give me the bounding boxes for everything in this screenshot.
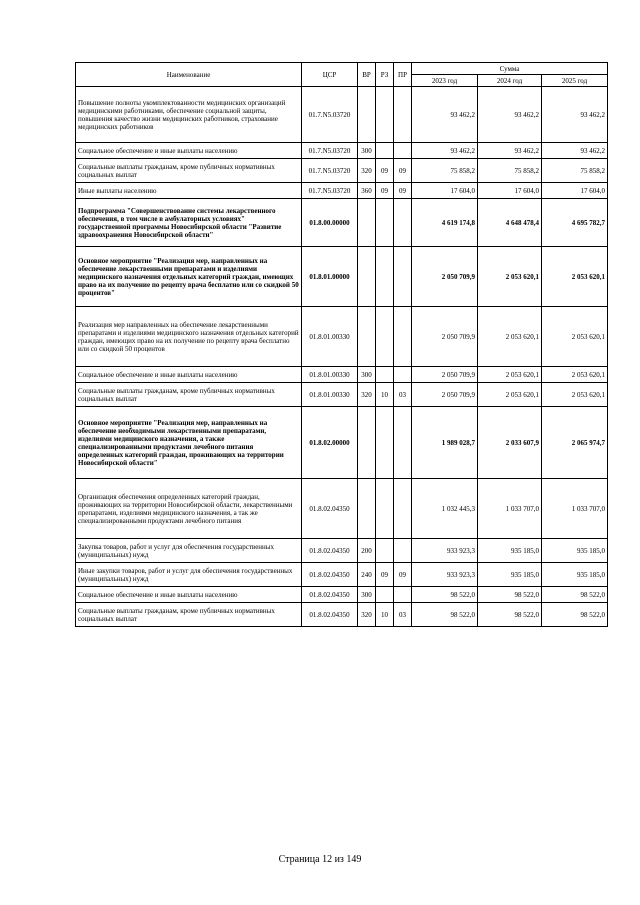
table-row — [76, 407, 608, 479]
row-csr: 01.8.01.00330 — [302, 383, 358, 407]
row-vr — [358, 407, 376, 479]
row-csr: 01.7.N5.03720 — [302, 143, 358, 159]
row-value-2024: 2 033 607,9 — [478, 407, 542, 479]
row-csr: 01.8.00.00000 — [302, 199, 358, 247]
header-year-2023: 2023 год — [412, 75, 478, 87]
header-year-2025: 2025 год — [542, 75, 608, 87]
row-rz: 09 — [376, 563, 394, 587]
row-pr — [394, 247, 412, 307]
row-value-2024: 935 185,0 — [478, 563, 542, 587]
table-row — [76, 307, 608, 367]
row-name: Повышение полноты укомплектованности медицинских организаций медицинскими работниками, обеспечение социальной защиты, повышения качество жизни медицинских работников, страхование медицинских работников — [76, 87, 302, 143]
row-name: Социальные выплаты гражданам, кроме публичных нормативных социальных выплат — [76, 159, 302, 183]
row-value-2025: 17 604,0 — [542, 183, 608, 199]
row-vr — [358, 87, 376, 143]
table-row — [76, 199, 608, 247]
row-vr: 300 — [358, 143, 376, 159]
row-value-2024: 75 858,2 — [478, 159, 542, 183]
table-row — [76, 367, 608, 383]
row-value-2025: 2 053 620,1 — [542, 383, 608, 407]
row-value-2023: 75 858,2 — [412, 159, 478, 183]
row-value-2025: 935 185,0 — [542, 563, 608, 587]
row-rz — [376, 479, 394, 539]
row-csr: 01.8.02.04350 — [302, 587, 358, 603]
row-value-2023: 933 923,3 — [412, 539, 478, 563]
row-value-2023: 4 619 174,8 — [412, 199, 478, 247]
row-value-2025: 98 522,0 — [542, 587, 608, 603]
row-csr: 01.8.01.00000 — [302, 247, 358, 307]
row-rz — [376, 143, 394, 159]
row-vr — [358, 247, 376, 307]
table-row — [76, 587, 608, 603]
row-rz — [376, 587, 394, 603]
row-rz — [376, 539, 394, 563]
row-name: Организация обеспечения определенных категорий граждан, проживающих на территории Новосибирской области, лекарственными препаратами, изделиями медицинского назначения, а так же специализированными продуктами лечебного питания — [76, 479, 302, 539]
row-pr — [394, 199, 412, 247]
row-name: Социальные выплаты гражданам, кроме публичных нормативных социальных выплат — [76, 603, 302, 627]
row-pr — [394, 479, 412, 539]
row-csr: 01.8.02.00000 — [302, 407, 358, 479]
row-vr: 300 — [358, 367, 376, 383]
row-rz — [376, 247, 394, 307]
row-vr: 200 — [358, 539, 376, 563]
row-csr: 01.8.01.00330 — [302, 367, 358, 383]
row-name: Иные выплаты населению — [76, 183, 302, 199]
row-csr: 01.8.02.04350 — [302, 603, 358, 627]
table-row — [76, 539, 608, 563]
row-name: Основное мероприятие "Реализация мер, направленных на обеспечение лекарственными препаратами и изделиями медицинского назначения отдельных категорий граждан, имеющих право на их получение по рецепту врача бесплатно или со скидкой 50 процентов" — [76, 247, 302, 307]
page-number: Страница 12 из 149 — [278, 854, 362, 865]
row-value-2024: 1 033 707,0 — [478, 479, 542, 539]
row-value-2023: 93 462,2 — [412, 143, 478, 159]
table-row — [76, 563, 608, 587]
row-value-2025: 2 053 620,1 — [542, 307, 608, 367]
row-name: Подпрограмма "Совершенствование системы лекарственного обеспечения, в том числе в амбулаторных условиях" государственной программы Новосибирской области "Развитие здравоохранения Новосибирской области" — [76, 199, 302, 247]
row-csr: 01.8.01.00330 — [302, 307, 358, 367]
row-value-2023: 933 923,3 — [412, 563, 478, 587]
row-vr: 320 — [358, 383, 376, 407]
table-body — [76, 87, 608, 627]
table-row — [76, 87, 608, 143]
row-rz — [376, 367, 394, 383]
row-value-2025: 4 695 782,7 — [542, 199, 608, 247]
row-name: Социальные выплаты гражданам, кроме публичных нормативных социальных выплат — [76, 383, 302, 407]
row-value-2025: 1 033 707,0 — [542, 479, 608, 539]
row-value-2024: 2 053 620,1 — [478, 383, 542, 407]
row-vr: 240 — [358, 563, 376, 587]
row-value-2024: 98 522,0 — [478, 587, 542, 603]
row-value-2025: 2 065 974,7 — [542, 407, 608, 479]
table-row — [76, 603, 608, 627]
row-value-2024: 935 185,0 — [478, 539, 542, 563]
row-value-2024: 93 462,2 — [478, 143, 542, 159]
table-row — [76, 383, 608, 407]
row-value-2023: 2 050 709,9 — [412, 307, 478, 367]
table-row — [76, 183, 608, 199]
row-pr — [394, 87, 412, 143]
row-value-2023: 2 050 709,9 — [412, 247, 478, 307]
table-row — [76, 159, 608, 183]
row-csr: 01.7.N5.03720 — [302, 183, 358, 199]
row-name: Закупка товаров, работ и услуг для обеспечения государственных (муниципальных) нужд — [76, 539, 302, 563]
row-value-2024: 17 604,0 — [478, 183, 542, 199]
row-vr — [358, 307, 376, 367]
header-name: Наименование — [76, 63, 302, 87]
table-row — [76, 143, 608, 159]
row-csr: 01.7.N5.03720 — [302, 159, 358, 183]
row-vr: 320 — [358, 603, 376, 627]
row-name: Основное мероприятие "Реализация мер, направленных на обеспечение необходимыми лекарственными препаратами, изделиями медицинского назначения, а также специализированными продуктами лечебного питания определенных категорий граждан, проживающих на территории Новосибирской области" — [76, 407, 302, 479]
row-rz: 10 — [376, 383, 394, 407]
row-pr: 09 — [394, 159, 412, 183]
row-value-2023: 93 462,2 — [412, 87, 478, 143]
row-csr: 01.8.02.04350 — [302, 563, 358, 587]
row-value-2023: 98 522,0 — [412, 587, 478, 603]
header-sum: Сумма — [412, 63, 608, 75]
row-vr: 320 — [358, 159, 376, 183]
row-rz — [376, 407, 394, 479]
row-value-2025: 93 462,2 — [542, 87, 608, 143]
row-csr: 01.8.02.04350 — [302, 539, 358, 563]
row-value-2023: 17 604,0 — [412, 183, 478, 199]
header-vr: ВР — [358, 63, 376, 87]
row-vr — [358, 199, 376, 247]
row-pr — [394, 143, 412, 159]
row-name: Социальное обеспечение и иные выплаты населению — [76, 367, 302, 383]
row-name: Иные закупки товаров, работ и услуг для обеспечения государственных (муниципальных) нужд — [76, 563, 302, 587]
row-rz — [376, 87, 394, 143]
row-value-2024: 2 053 620,1 — [478, 247, 542, 307]
row-rz: 09 — [376, 183, 394, 199]
row-pr — [394, 367, 412, 383]
row-pr: 03 — [394, 383, 412, 407]
header-csr: ЦСР — [302, 63, 358, 87]
row-value-2025: 935 185,0 — [542, 539, 608, 563]
row-csr: 01.7.N5.03720 — [302, 87, 358, 143]
row-rz — [376, 199, 394, 247]
table-row — [76, 247, 608, 307]
table-row — [76, 479, 608, 539]
row-vr: 300 — [358, 587, 376, 603]
header-year-2024: 2024 год — [478, 75, 542, 87]
row-pr — [394, 587, 412, 603]
row-value-2023: 1 032 445,3 — [412, 479, 478, 539]
row-name: Реализация мер направленных на обеспечение лекарственными препаратами и изделиями медицинского назначения отдельных категорий граждан, имеющих право на их получение по рецепту врача бесплатно или со скидкой 50 процентов — [76, 307, 302, 367]
row-name: Социальное обеспечение и иные выплаты населению — [76, 587, 302, 603]
row-value-2024: 2 053 620,1 — [478, 307, 542, 367]
row-rz: 09 — [376, 159, 394, 183]
row-pr — [394, 407, 412, 479]
row-value-2023: 2 050 709,9 — [412, 383, 478, 407]
row-value-2024: 2 053 620,1 — [478, 367, 542, 383]
row-value-2025: 75 858,2 — [542, 159, 608, 183]
row-csr: 01.8.02.04350 — [302, 479, 358, 539]
row-vr — [358, 479, 376, 539]
row-pr: 03 — [394, 603, 412, 627]
header-pr: ПР — [394, 63, 412, 87]
row-value-2024: 4 648 478,4 — [478, 199, 542, 247]
row-rz — [376, 307, 394, 367]
row-pr: 09 — [394, 183, 412, 199]
row-value-2025: 2 053 620,1 — [542, 247, 608, 307]
header-rz: РЗ — [376, 63, 394, 87]
row-value-2025: 98 522,0 — [542, 603, 608, 627]
row-pr: 09 — [394, 563, 412, 587]
row-pr — [394, 539, 412, 563]
row-pr — [394, 307, 412, 367]
row-name: Социальное обеспечение и иные выплаты населению — [76, 143, 302, 159]
row-value-2024: 98 522,0 — [478, 603, 542, 627]
row-vr: 360 — [358, 183, 376, 199]
row-value-2025: 93 462,2 — [542, 143, 608, 159]
row-value-2023: 98 522,0 — [412, 603, 478, 627]
budget-table — [75, 62, 608, 627]
row-value-2024: 93 462,2 — [478, 87, 542, 143]
row-value-2023: 1 989 028,7 — [412, 407, 478, 479]
row-value-2023: 2 050 709,9 — [412, 367, 478, 383]
row-value-2025: 2 053 620,1 — [542, 367, 608, 383]
row-rz: 10 — [376, 603, 394, 627]
